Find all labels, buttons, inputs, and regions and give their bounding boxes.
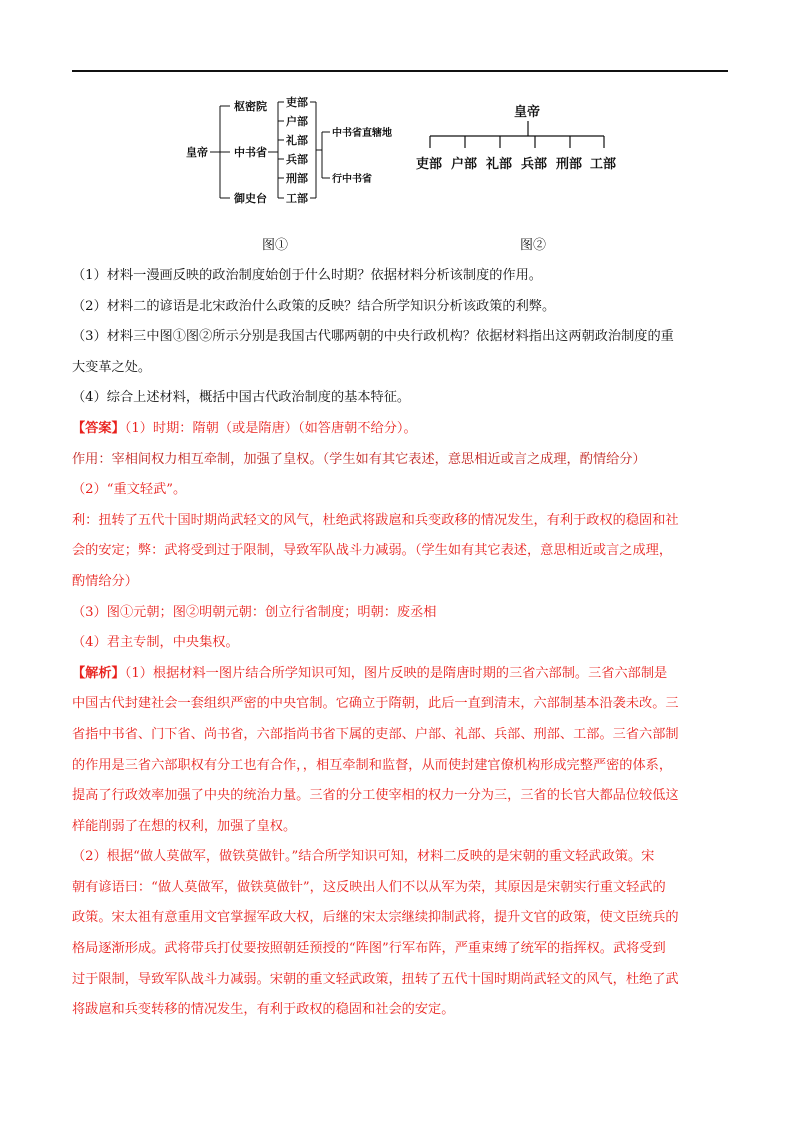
analysis-line: 政策。宋太祖有意重用文官掌握军政大权，后继的宋太宗继续抑制武将，提升文官的政策，使文臣统兵的 bbox=[72, 910, 679, 926]
fig1-branch: 行中书省 bbox=[332, 174, 372, 185]
answer-3: （3）图①元朝；图②明朝元朝：创立行省制度；明朝：废丞相 bbox=[72, 604, 437, 620]
answer-4: （4）君主专制，中央集权。 bbox=[72, 635, 239, 651]
fig1-censorate: 御史台 bbox=[234, 192, 267, 205]
analysis-line-1-text: （1）根据材料一图片结合所学知识可知，图片反映的是隋唐时期的三省六部制。三省六部制是 bbox=[124, 665, 668, 681]
fig2-emperor: 皇帝 bbox=[514, 105, 541, 120]
fig2-ministry: 吏部 bbox=[416, 157, 443, 172]
fig1-ministry: 工部 bbox=[286, 192, 308, 205]
question-2: （2）材料二的谚语是北宋政治什么政策的反映？结合所学知识分析该政策的利弊。 bbox=[72, 298, 556, 314]
answer-1-text: （1）时期：隋朝（或是隋唐）（如答唐朝不给分）。 bbox=[124, 420, 417, 436]
analysis-line: 过于限制，导致军队战斗力减弱。宋朝的重文轻武政策，扭转了五代十国时期尚武轻文的风气，杜绝了武 bbox=[72, 971, 679, 987]
answer-2-line-2: 会的安定；弊：武将受到过于限制，导致军队战斗力减弱。（学生如有其它表述，意思相近或言之成理， bbox=[72, 543, 673, 559]
fig2-ministry: 礼部 bbox=[486, 157, 513, 172]
fig1-direct-area: 中书省直辖地 bbox=[332, 128, 392, 139]
analysis-line: 省指中书省、门下省、尚书省，六部指尚书省下属的吏部、户部、礼部、兵部、刑部、工部。三省六部制 bbox=[72, 726, 679, 742]
analysis-line: （2）根据“做人莫做军，做铁莫做针。”结合所学知识可知，材料二反映的是宋朝的重文轻武政策。宋 bbox=[72, 849, 655, 865]
answer-1 bbox=[72, 414, 728, 445]
fig1-ministry: 户部 bbox=[286, 115, 308, 128]
analysis-line: 格局逐渐形成。武将带兵打仗要按照朝廷预授的“阵图”行军布阵，严重束缚了统军的指挥权。武将受到 bbox=[72, 941, 666, 957]
header-rule bbox=[72, 70, 728, 72]
figure-1-caption: 图① bbox=[262, 238, 289, 253]
answer-1-effect: 作用：宰相间权力相互牵制，加强了皇权。（学生如有其它表述，意思相近或言之成理，酌情给分） bbox=[72, 451, 646, 467]
analysis-line: 朝有谚语曰：“做人莫做军，做铁莫做针”，这反映出人们不以从军为荣，其原因是宋朝实行重文轻武的 bbox=[72, 879, 666, 895]
fig1-secretariat: 中书省 bbox=[234, 146, 267, 159]
answer-2-line-1: 利：扭转了五代十国时期尚武轻文的风气，杜绝武将跋扈和兵变政移的情况发生，有利于政权的稳固和社 bbox=[72, 512, 679, 528]
figure-1-diagram bbox=[180, 88, 420, 218]
fig2-ministry: 兵部 bbox=[521, 157, 548, 172]
fig1-ministry: 吏部 bbox=[286, 96, 308, 109]
fig1-emperor: 皇帝 bbox=[186, 146, 208, 159]
answer-2: （2）“重文轻武”。 bbox=[72, 482, 187, 498]
fig2-ministry: 刑部 bbox=[556, 157, 583, 172]
fig1-ministry: 刑部 bbox=[286, 172, 308, 185]
analysis-tag: 【解析】 bbox=[72, 665, 125, 681]
analysis-line: 样能削弱了在想的权利，加强了皇权。 bbox=[72, 818, 297, 834]
figure-2-diagram bbox=[408, 88, 628, 178]
figure-2-caption: 图② bbox=[520, 238, 547, 253]
fig2-ministry: 工部 bbox=[590, 157, 617, 172]
question-3-line-2: 大变革之处。 bbox=[72, 359, 152, 375]
question-4: （4）综合上述材料，概括中国古代政治制度的基本特征。 bbox=[72, 390, 411, 406]
analysis-line: 的作用是三省六部职权有分工也有合作，，相互牵制和监督，从而使封建官僚机构形成完整严密的体系， bbox=[72, 757, 673, 773]
fig1-ministry: 兵部 bbox=[286, 153, 308, 166]
answer-tag: 【答案】 bbox=[72, 420, 125, 436]
fig2-ministry: 户部 bbox=[451, 157, 478, 172]
analysis-line: 将跋扈和兵变转移的情况发生，有利于政权的稳固和社会的安定。 bbox=[72, 1002, 455, 1018]
question-3-line-1: （3）材料三中图①图②所示分别是我国古代哪两朝的中央行政机构？依据材料指出这两朝政治制度的重 bbox=[72, 329, 674, 345]
analysis-line-1 bbox=[72, 659, 728, 690]
analysis-line: 中国古代封建社会一套组织严密的中央官制。它确立于隋朝，此后一直到清末，六部制基本沿袭未改。三 bbox=[72, 696, 679, 712]
document-body bbox=[72, 261, 728, 1026]
question-1: （1）材料一漫画反映的政治制度始创于什么时期？依据材料分析该制度的作用。 bbox=[72, 268, 542, 283]
fig1-ministry: 礼部 bbox=[286, 134, 308, 147]
fig1-privy-council: 枢密院 bbox=[234, 100, 267, 113]
analysis-line: 提高了行政效率加强了中央的统治力量。三省的分工使宰相的权力一分为三，三省的长官大都品位较低这 bbox=[72, 788, 679, 804]
answer-2-line-3: 酌情给分） bbox=[72, 573, 138, 589]
